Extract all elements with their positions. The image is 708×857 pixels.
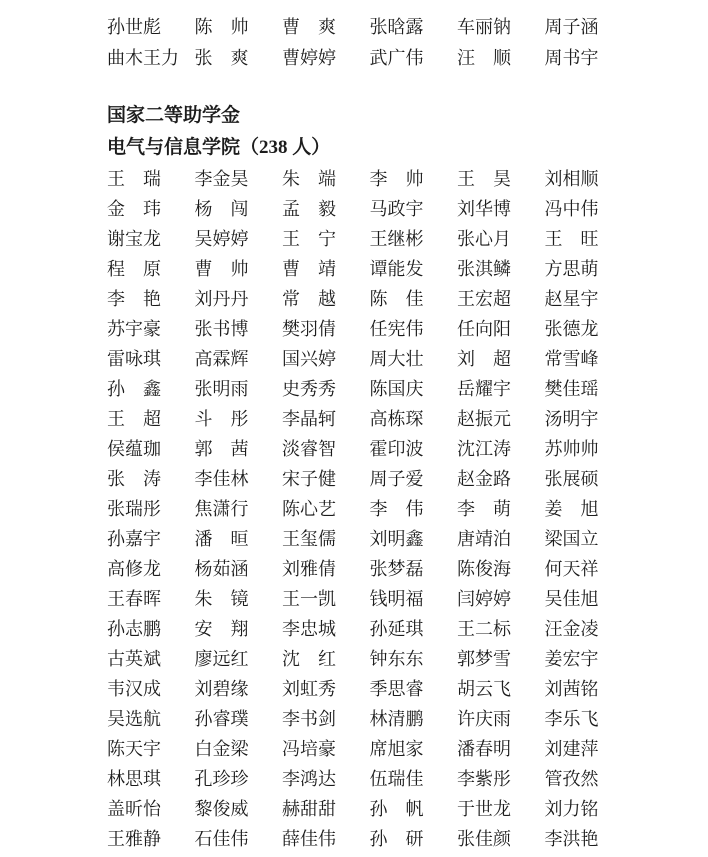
- student-name: 谢宝龙: [107, 229, 161, 249]
- name-row: [107, 674, 708, 704]
- student-name: 王二标: [457, 619, 511, 639]
- student-name: 赵星宇: [544, 289, 599, 309]
- name-row: [107, 43, 708, 74]
- student-name: 杨 闯: [194, 199, 249, 219]
- student-name: 王 昊: [457, 169, 511, 189]
- student-name: 白金梁: [194, 739, 249, 759]
- student-name: 梁国立: [544, 529, 599, 549]
- student-name: 冯培豪: [282, 739, 336, 759]
- name-row: [107, 584, 708, 614]
- student-name: 李金昊: [194, 169, 249, 189]
- student-name: 赵金路: [457, 469, 511, 489]
- student-name: 王继彬: [369, 229, 424, 249]
- student-name: 陈俊海: [457, 559, 511, 579]
- student-name: 刘茜铭: [544, 679, 599, 699]
- college-name-list: [107, 164, 708, 854]
- student-name: 孙 鑫: [107, 379, 161, 399]
- student-name: 雷咏琪: [107, 349, 161, 369]
- name-row: [107, 284, 708, 314]
- name-row: [107, 254, 708, 284]
- student-name: 刘雅倩: [282, 559, 336, 579]
- student-name: 沈 红: [282, 649, 336, 669]
- student-name: 武广伟: [369, 48, 424, 68]
- student-name: 林思琪: [107, 769, 161, 789]
- student-name: 霍印波: [369, 439, 424, 459]
- student-name: 姜 旭: [544, 499, 599, 519]
- student-name: 王玺儒: [282, 529, 336, 549]
- student-name: 季思睿: [369, 679, 424, 699]
- student-name: 孙 帆: [369, 799, 424, 819]
- student-name: 周子爱: [369, 469, 424, 489]
- student-name: 刘华博: [457, 199, 511, 219]
- student-name: 潘春明: [457, 739, 511, 759]
- student-name: 岳耀宇: [457, 379, 511, 399]
- student-name: 管孜然: [544, 769, 599, 789]
- student-name: 陈 佳: [369, 289, 424, 309]
- student-name: 吴选航: [107, 709, 161, 729]
- student-name: 李 艳: [107, 289, 161, 309]
- name-row: [107, 374, 708, 404]
- student-name: 杨茹涵: [194, 559, 249, 579]
- student-name: 李 帅: [369, 169, 424, 189]
- student-name: 斗 彤: [194, 409, 249, 429]
- student-name: 吴佳旭: [544, 589, 599, 609]
- name-row: [107, 314, 708, 344]
- student-name: 姜宏宇: [544, 649, 599, 669]
- name-row: [107, 344, 708, 374]
- student-name: 李佳林: [194, 469, 249, 489]
- name-row: [107, 524, 708, 554]
- name-row: [107, 704, 708, 734]
- student-name: 陈 帅: [194, 17, 249, 37]
- student-name: 闫婷婷: [457, 589, 511, 609]
- student-name: 刘碧缘: [194, 679, 249, 699]
- student-name: 郭 茜: [194, 439, 249, 459]
- student-name: 曹 爽: [282, 17, 336, 37]
- student-name: 任向阳: [457, 319, 511, 339]
- student-name: 李书剑: [282, 709, 336, 729]
- name-row: [107, 434, 708, 464]
- student-name: 陈天宇: [107, 739, 161, 759]
- name-row: [107, 644, 708, 674]
- student-name: 冯中伟: [544, 199, 599, 219]
- student-name: 苏帅帅: [544, 439, 599, 459]
- student-name: 张 爽: [194, 48, 249, 68]
- student-name: 淡睿智: [282, 439, 336, 459]
- student-name: 高霖辉: [194, 349, 249, 369]
- student-name: 张梦磊: [369, 559, 424, 579]
- student-name: 李洪艳: [544, 829, 599, 849]
- student-name: 吴婷婷: [194, 229, 249, 249]
- student-name: 刘力铭: [544, 799, 599, 819]
- student-name: 李乐飞: [544, 709, 599, 729]
- student-name: 周大壮: [369, 349, 424, 369]
- student-name: 陈心艺: [282, 499, 336, 519]
- student-name: 李忠城: [282, 619, 336, 639]
- student-name: 张明雨: [194, 379, 249, 399]
- student-name: 王 旺: [544, 229, 599, 249]
- name-row: [107, 554, 708, 584]
- student-name: 孙 研: [369, 829, 424, 849]
- student-name: 孙世彪: [107, 17, 161, 37]
- student-name: 安 翔: [194, 619, 249, 639]
- student-name: 国兴婷: [282, 349, 336, 369]
- student-name: 曹 靖: [282, 259, 336, 279]
- student-name: 汪 顺: [457, 48, 511, 68]
- student-name: 唐靖泊: [457, 529, 511, 549]
- name-row: [107, 494, 708, 524]
- student-name: 汪金凌: [544, 619, 599, 639]
- student-name: 张心月: [457, 229, 511, 249]
- student-name: 韦汉成: [107, 679, 161, 699]
- student-name: 刘相顺: [544, 169, 599, 189]
- student-name: 金 玮: [107, 199, 161, 219]
- student-name: 于世龙: [457, 799, 511, 819]
- student-name: 林清鹏: [369, 709, 424, 729]
- student-name: 王春晖: [107, 589, 161, 609]
- student-name: 刘建萍: [544, 739, 599, 759]
- student-name: 刘丹丹: [194, 289, 249, 309]
- student-name: 古英斌: [107, 649, 161, 669]
- name-row: [107, 764, 708, 794]
- student-name: 周子涵: [544, 17, 599, 37]
- student-name: 方思萌: [544, 259, 599, 279]
- student-name: 赵振元: [457, 409, 511, 429]
- student-name: 孙志鹏: [107, 619, 161, 639]
- student-name: 张书博: [194, 319, 249, 339]
- student-name: 樊羽倩: [282, 319, 336, 339]
- student-name: 王 瑞: [107, 169, 161, 189]
- student-name: 樊佳瑶: [544, 379, 599, 399]
- name-row: [107, 464, 708, 494]
- student-name: 孙睿璞: [194, 709, 249, 729]
- student-name: 曹婷婷: [282, 48, 336, 68]
- student-name: 陈国庆: [369, 379, 424, 399]
- name-row: [107, 404, 708, 434]
- student-name: 李晶轲: [282, 409, 336, 429]
- name-row: [107, 194, 708, 224]
- student-name: 王 超: [107, 409, 161, 429]
- student-name: 朱 端: [282, 169, 336, 189]
- student-name: 高栋琛: [369, 409, 424, 429]
- student-name: 侯蕴珈: [107, 439, 161, 459]
- student-name: 郭梦雪: [457, 649, 511, 669]
- name-row: [107, 614, 708, 644]
- student-name: 黎俊威: [194, 799, 249, 819]
- student-name: 许庆雨: [457, 709, 511, 729]
- name-row: [107, 224, 708, 254]
- student-name: 张佳颜: [457, 829, 511, 849]
- student-name: 张展硕: [544, 469, 599, 489]
- student-name: 孟 毅: [282, 199, 336, 219]
- student-name: 孙延琪: [369, 619, 424, 639]
- student-name: 车丽钠: [457, 17, 511, 37]
- student-name: 薛佳伟: [282, 829, 336, 849]
- student-name: 谭能发: [369, 259, 424, 279]
- student-name: 赫甜甜: [282, 799, 336, 819]
- student-name: 王宏超: [457, 289, 511, 309]
- student-name: 刘明鑫: [369, 529, 424, 549]
- student-name: 张瑞彤: [107, 499, 161, 519]
- student-name: 孙嘉宇: [107, 529, 161, 549]
- name-row: [107, 12, 708, 43]
- student-name: 张德龙: [544, 319, 599, 339]
- student-name: 盖昕怡: [107, 799, 161, 819]
- student-name: 周书宇: [544, 48, 599, 68]
- student-name: 孔珍珍: [194, 769, 249, 789]
- student-name: 任宪伟: [369, 319, 424, 339]
- student-name: 朱 镜: [194, 589, 249, 609]
- student-name: 胡云飞: [457, 679, 511, 699]
- student-name: 刘虹秀: [282, 679, 336, 699]
- student-name: 石佳伟: [194, 829, 249, 849]
- student-name: 潘 晅: [194, 529, 249, 549]
- student-name: 李 伟: [369, 499, 424, 519]
- student-name: 程 原: [107, 259, 161, 279]
- section-title: 国家二等助学金: [107, 105, 241, 126]
- previous-section-name-list: [107, 12, 708, 74]
- name-row: [107, 794, 708, 824]
- student-name: 伍瑞佳: [369, 769, 424, 789]
- student-name: 高修龙: [107, 559, 161, 579]
- student-name: 李 萌: [457, 499, 511, 519]
- student-name: 曲木王力: [107, 48, 179, 68]
- name-row: [107, 824, 708, 854]
- student-name: 李紫彤: [457, 769, 511, 789]
- student-name: 苏宇豪: [107, 319, 161, 339]
- name-row: [107, 734, 708, 764]
- student-name: 王一凯: [282, 589, 336, 609]
- student-name: 史秀秀: [282, 379, 336, 399]
- student-name: 王雅静: [107, 829, 161, 849]
- student-name: 张 涛: [107, 469, 161, 489]
- student-name: 曹 帅: [194, 259, 249, 279]
- student-name: 张晗露: [369, 17, 424, 37]
- student-name: 何天祥: [544, 559, 599, 579]
- college-header: 电气与信息学院（238 人）: [107, 137, 331, 158]
- student-name: 沈江涛: [457, 439, 511, 459]
- student-name: 汤明宇: [544, 409, 599, 429]
- student-name: 王 宁: [282, 229, 336, 249]
- student-name: 常 越: [282, 289, 336, 309]
- student-name: 马政宇: [369, 199, 424, 219]
- name-row: [107, 164, 708, 194]
- student-name: 常雪峰: [544, 349, 599, 369]
- student-name: 钱明福: [369, 589, 424, 609]
- student-name: 李鸿达: [282, 769, 336, 789]
- student-name: 张淇鳞: [457, 259, 511, 279]
- student-name: 宋子健: [282, 469, 336, 489]
- student-name: 刘 超: [457, 349, 511, 369]
- student-name: 廖远红: [194, 649, 249, 669]
- student-name: 钟东东: [369, 649, 424, 669]
- student-name: 焦潇行: [194, 499, 249, 519]
- student-name: 席旭家: [369, 739, 424, 759]
